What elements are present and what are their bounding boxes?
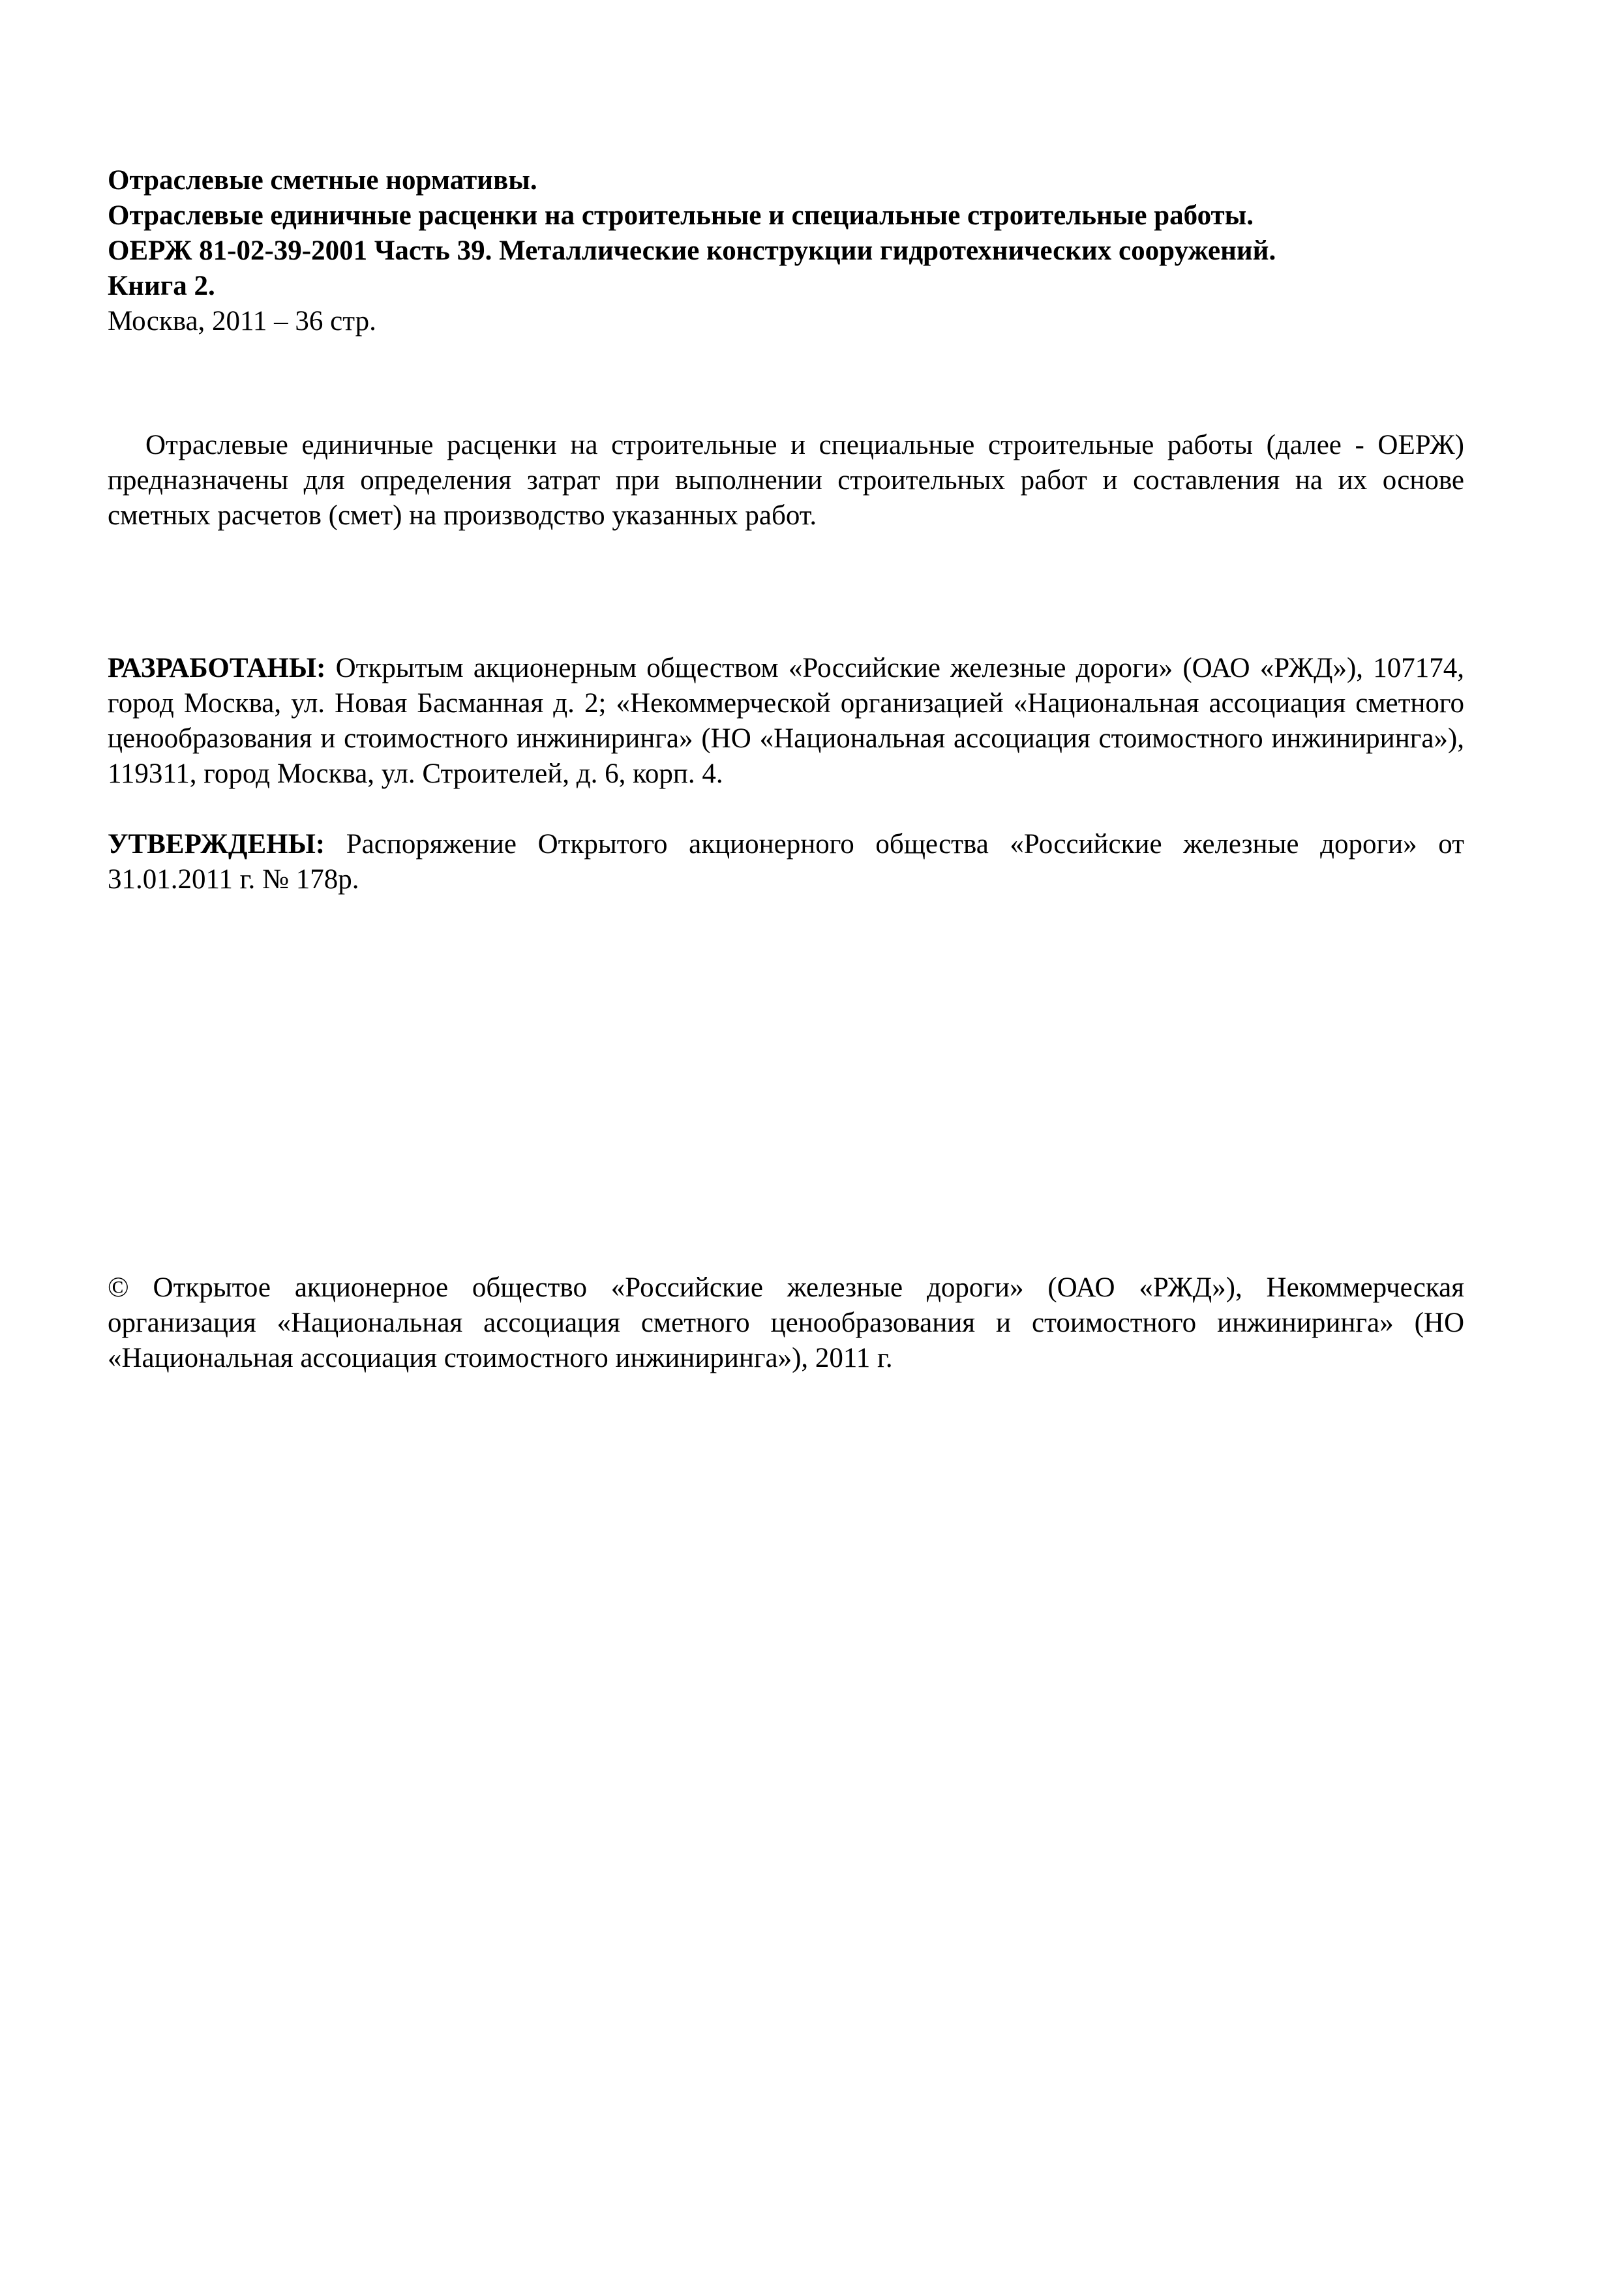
approved-label: УТВЕРЖДЕНЫ: <box>108 829 325 860</box>
header-line-1: Отраслевые сметные нормативы. <box>108 165 537 196</box>
document-header <box>108 163 1464 339</box>
developed-label: РАЗРАБОТАНЫ: <box>108 653 326 683</box>
header-line-4: Книга 2. <box>108 271 215 301</box>
header-line-5: Москва, 2011 – 36 стр. <box>108 306 376 337</box>
header-line-3: ОЕРЖ 81-02-39-2001 Часть 39. Металлические конструкции гидротехнических сооружений. <box>108 235 1276 266</box>
header-line-2: Отраслевые единичные расценки на строительные и специальные строительные работы. <box>108 200 1254 231</box>
intro-paragraph: Отраслевые единичные расценки на строительные и специальные строительные работы (далее - ОЕРЖ) предназначены для определения затрат при выполнении строительных работ и составления на их основе сметных расчетов (смет) на производство указанных работ. <box>108 430 1464 531</box>
approved-text: Распоряжение Открытого акционерного общества «Российские железные дороги» от 31.01.2011 г. № 178р. <box>108 829 1464 895</box>
developed-text: Открытым акционерным обществом «Российские железные дороги» (ОАО «РЖД»), 107174, город Москва, ул. Новая Басманная д. 2; «Некоммерческой организацией «Национальная ассоциация сметного ценообразования и стоимостного инжиниринга» (НО «Национальная ассоциация стоимостного инжиниринга»), 119311, город Москва, ул. Строителей, д. 6, корп. 4. <box>108 653 1464 789</box>
developed-paragraph <box>108 651 1464 792</box>
copyright-paragraph: © Открытое акционерное общество «Российские железные дороги» (ОАО «РЖД»), Некоммерческая организация «Национальная ассоциация сметного ценообразования и стоимостного инжиниринга» (НО «Национальная ассоциация стоимостного инжиниринга»), 2011 г. <box>108 1272 1464 1373</box>
approved-paragraph <box>108 827 1464 897</box>
